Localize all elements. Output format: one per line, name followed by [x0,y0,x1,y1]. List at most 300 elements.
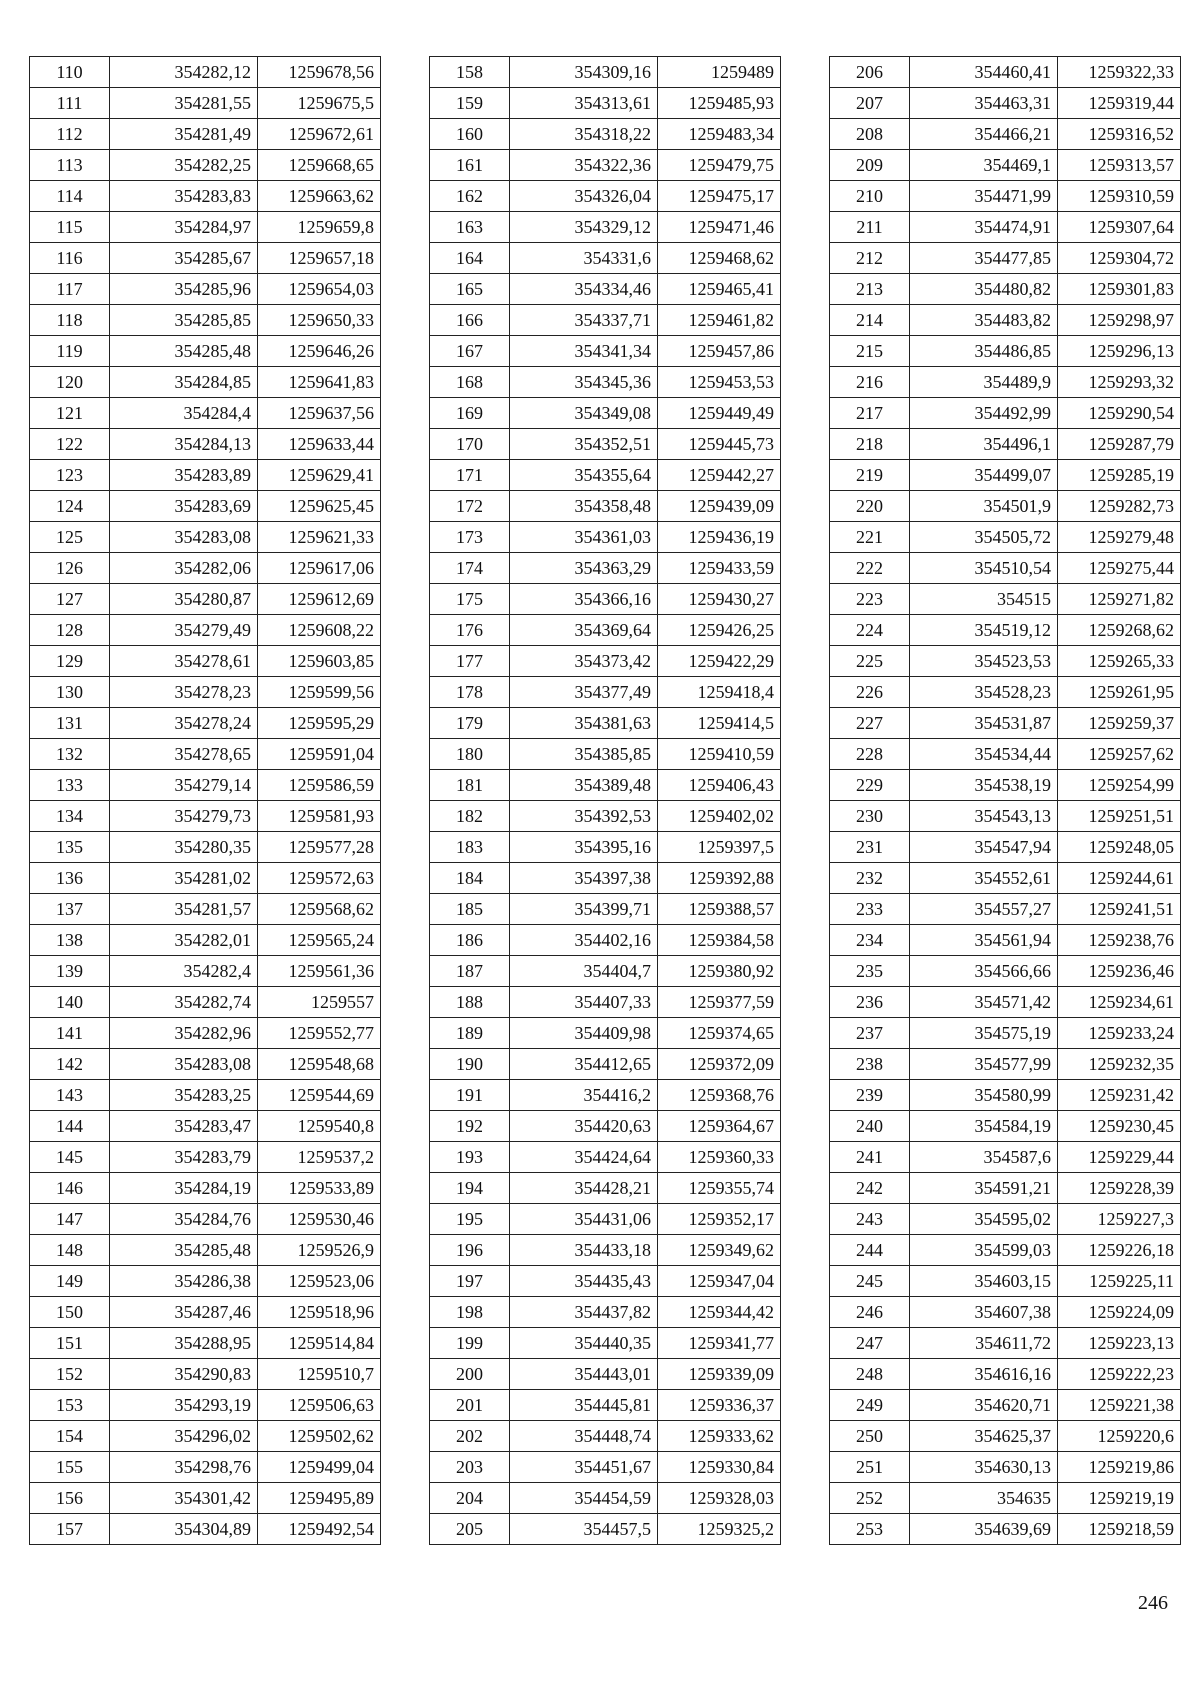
y-coordinate-cell: 1259410,59 [658,739,781,770]
x-coordinate-cell: 354279,49 [110,615,258,646]
table-row [830,708,1181,739]
table-row [30,708,381,739]
y-coordinate-cell: 1259468,62 [658,243,781,274]
point-number-cell: 223 [830,584,910,615]
point-number-cell: 152 [30,1359,110,1390]
y-coordinate-cell: 1259319,44 [1058,88,1181,119]
y-coordinate-cell: 1259349,62 [658,1235,781,1266]
x-coordinate-cell: 354496,1 [910,429,1058,460]
x-coordinate-cell: 354577,99 [910,1049,1058,1080]
x-coordinate-cell: 354531,87 [910,708,1058,739]
table-row [830,491,1181,522]
point-number-cell: 172 [430,491,510,522]
point-number-cell: 237 [830,1018,910,1049]
table-row [430,1390,781,1421]
point-number-cell: 115 [30,212,110,243]
table-row [430,1328,781,1359]
y-coordinate-cell: 1259675,5 [258,88,381,119]
x-coordinate-cell: 354469,1 [910,150,1058,181]
table-row [430,1266,781,1297]
y-coordinate-cell: 1259414,5 [658,708,781,739]
table-row [830,894,1181,925]
point-number-cell: 185 [430,894,510,925]
table-row [830,1266,1181,1297]
x-coordinate-cell: 354445,81 [510,1390,658,1421]
point-number-cell: 140 [30,987,110,1018]
x-coordinate-cell: 354279,73 [110,801,258,832]
table-row [30,1235,381,1266]
x-coordinate-cell: 354443,01 [510,1359,658,1390]
x-coordinate-cell: 354466,21 [910,119,1058,150]
table-row [30,57,381,88]
y-coordinate-cell: 1259495,89 [258,1483,381,1514]
y-coordinate-cell: 1259244,61 [1058,863,1181,894]
y-coordinate-cell: 1259599,56 [258,677,381,708]
point-number-cell: 163 [430,212,510,243]
x-coordinate-cell: 354437,82 [510,1297,658,1328]
y-coordinate-cell: 1259457,86 [658,336,781,367]
point-number-cell: 189 [430,1018,510,1049]
y-coordinate-cell: 1259230,45 [1058,1111,1181,1142]
point-number-cell: 217 [830,398,910,429]
table-row [430,88,781,119]
table-row [830,1018,1181,1049]
y-coordinate-cell: 1259577,28 [258,832,381,863]
x-coordinate-cell: 354471,99 [910,181,1058,212]
table-row [430,367,781,398]
point-number-cell: 187 [430,956,510,987]
table-row [430,1359,781,1390]
y-coordinate-cell: 1259422,29 [658,646,781,677]
y-coordinate-cell: 1259234,61 [1058,987,1181,1018]
table-row [830,1049,1181,1080]
point-number-cell: 183 [430,832,510,863]
point-number-cell: 249 [830,1390,910,1421]
x-coordinate-cell: 354296,02 [110,1421,258,1452]
point-number-cell: 158 [430,57,510,88]
y-coordinate-cell: 1259668,65 [258,150,381,181]
point-number-cell: 134 [30,801,110,832]
y-coordinate-cell: 1259344,42 [658,1297,781,1328]
x-coordinate-cell: 354284,97 [110,212,258,243]
y-coordinate-cell: 1259518,96 [258,1297,381,1328]
x-coordinate-cell: 354304,89 [110,1514,258,1545]
y-coordinate-cell: 1259377,59 [658,987,781,1018]
x-coordinate-cell: 354293,19 [110,1390,258,1421]
x-coordinate-cell: 354285,48 [110,336,258,367]
y-coordinate-cell: 1259238,76 [1058,925,1181,956]
y-coordinate-cell: 1259530,46 [258,1204,381,1235]
y-coordinate-cell: 1259293,32 [1058,367,1181,398]
x-coordinate-cell: 354285,85 [110,305,258,336]
point-number-cell: 222 [830,553,910,584]
table-row [430,1452,781,1483]
point-number-cell: 168 [430,367,510,398]
point-number-cell: 228 [830,739,910,770]
y-coordinate-cell: 1259544,69 [258,1080,381,1111]
point-number-cell: 242 [830,1173,910,1204]
table-row [30,1111,381,1142]
y-coordinate-cell: 1259254,99 [1058,770,1181,801]
x-coordinate-cell: 354284,19 [110,1173,258,1204]
table-row [830,739,1181,770]
table-row [30,274,381,305]
table-row [830,1142,1181,1173]
x-coordinate-cell: 354284,4 [110,398,258,429]
point-number-cell: 221 [830,522,910,553]
x-coordinate-cell: 354566,66 [910,956,1058,987]
x-coordinate-cell: 354505,72 [910,522,1058,553]
point-number-cell: 180 [430,739,510,770]
point-number-cell: 127 [30,584,110,615]
y-coordinate-cell: 1259514,84 [258,1328,381,1359]
point-number-cell: 199 [430,1328,510,1359]
point-number-cell: 138 [30,925,110,956]
y-coordinate-cell: 1259257,62 [1058,739,1181,770]
point-number-cell: 245 [830,1266,910,1297]
y-coordinate-cell: 1259617,06 [258,553,381,584]
table-row [30,832,381,863]
table-row [30,894,381,925]
x-coordinate-cell: 354278,65 [110,739,258,770]
point-number-cell: 220 [830,491,910,522]
table-row [30,367,381,398]
y-coordinate-cell: 1259271,82 [1058,584,1181,615]
x-coordinate-cell: 354283,47 [110,1111,258,1142]
point-number-cell: 177 [430,646,510,677]
table-row [830,1452,1181,1483]
y-coordinate-cell: 1259233,24 [1058,1018,1181,1049]
x-coordinate-cell: 354630,13 [910,1452,1058,1483]
x-coordinate-cell: 354603,15 [910,1266,1058,1297]
point-number-cell: 206 [830,57,910,88]
table-row [430,305,781,336]
x-coordinate-cell: 354282,25 [110,150,258,181]
page-number: 246 [1138,1592,1168,1614]
x-coordinate-cell: 354331,6 [510,243,658,274]
x-coordinate-cell: 354361,03 [510,522,658,553]
y-coordinate-cell: 1259290,54 [1058,398,1181,429]
x-coordinate-cell: 354412,65 [510,1049,658,1080]
y-coordinate-cell: 1259475,17 [658,181,781,212]
x-coordinate-cell: 354440,35 [510,1328,658,1359]
table-row [30,739,381,770]
table-row [830,925,1181,956]
table-row [430,1018,781,1049]
point-number-cell: 122 [30,429,110,460]
y-coordinate-cell: 1259231,42 [1058,1080,1181,1111]
point-number-cell: 251 [830,1452,910,1483]
point-number-cell: 210 [830,181,910,212]
point-number-cell: 226 [830,677,910,708]
y-coordinate-cell: 1259223,13 [1058,1328,1181,1359]
x-coordinate-cell: 354355,64 [510,460,658,491]
x-coordinate-cell: 354358,48 [510,491,658,522]
y-coordinate-cell: 1259336,37 [658,1390,781,1421]
point-number-cell: 232 [830,863,910,894]
point-number-cell: 157 [30,1514,110,1545]
point-number-cell: 197 [430,1266,510,1297]
y-coordinate-cell: 1259430,27 [658,584,781,615]
x-coordinate-cell: 354404,7 [510,956,658,987]
y-coordinate-cell: 1259418,4 [658,677,781,708]
y-coordinate-cell: 1259637,56 [258,398,381,429]
table-row [830,553,1181,584]
y-coordinate-cell: 1259445,73 [658,429,781,460]
point-number-cell: 137 [30,894,110,925]
x-coordinate-cell: 354575,19 [910,1018,1058,1049]
table-row [30,925,381,956]
y-coordinate-cell: 1259625,45 [258,491,381,522]
table-row [830,987,1181,1018]
table-row [830,1173,1181,1204]
x-coordinate-cell: 354285,48 [110,1235,258,1266]
table-row [430,1421,781,1452]
table-row [830,1514,1181,1545]
point-number-cell: 178 [430,677,510,708]
table-row [830,1297,1181,1328]
point-number-cell: 130 [30,677,110,708]
table-row [830,57,1181,88]
table-row [30,336,381,367]
point-number-cell: 148 [30,1235,110,1266]
point-number-cell: 114 [30,181,110,212]
table-row [30,119,381,150]
point-number-cell: 238 [830,1049,910,1080]
point-number-cell: 132 [30,739,110,770]
y-coordinate-cell: 1259465,41 [658,274,781,305]
x-coordinate-cell: 354280,35 [110,832,258,863]
table-row [30,677,381,708]
y-coordinate-cell: 1259586,59 [258,770,381,801]
x-coordinate-cell: 354428,21 [510,1173,658,1204]
table-row [430,1235,781,1266]
y-coordinate-cell: 1259301,83 [1058,274,1181,305]
y-coordinate-cell: 1259339,09 [658,1359,781,1390]
x-coordinate-cell: 354282,12 [110,57,258,88]
x-coordinate-cell: 354281,55 [110,88,258,119]
x-coordinate-cell: 354620,71 [910,1390,1058,1421]
point-number-cell: 171 [430,460,510,491]
x-coordinate-cell: 354282,4 [110,956,258,987]
table-row [830,770,1181,801]
x-coordinate-cell: 354326,04 [510,181,658,212]
y-coordinate-cell: 1259659,8 [258,212,381,243]
table-row [430,57,781,88]
x-coordinate-cell: 354477,85 [910,243,1058,274]
y-coordinate-cell: 1259229,44 [1058,1142,1181,1173]
point-number-cell: 190 [430,1049,510,1080]
table-row [430,987,781,1018]
y-coordinate-cell: 1259226,18 [1058,1235,1181,1266]
point-number-cell: 240 [830,1111,910,1142]
y-coordinate-cell: 1259540,8 [258,1111,381,1142]
table-row [30,1266,381,1297]
y-coordinate-cell: 1259282,73 [1058,491,1181,522]
y-coordinate-cell: 1259227,3 [1058,1204,1181,1235]
y-coordinate-cell: 1259439,09 [658,491,781,522]
x-coordinate-cell: 354591,21 [910,1173,1058,1204]
point-number-cell: 219 [830,460,910,491]
point-number-cell: 191 [430,1080,510,1111]
x-coordinate-cell: 354409,98 [510,1018,658,1049]
y-coordinate-cell: 1259298,97 [1058,305,1181,336]
x-coordinate-cell: 354561,94 [910,925,1058,956]
point-number-cell: 196 [430,1235,510,1266]
y-coordinate-cell: 1259222,23 [1058,1359,1181,1390]
table-row [430,429,781,460]
point-number-cell: 244 [830,1235,910,1266]
table-row [430,832,781,863]
x-coordinate-cell: 354281,02 [110,863,258,894]
x-coordinate-cell: 354334,46 [510,274,658,305]
y-coordinate-cell: 1259436,19 [658,522,781,553]
x-coordinate-cell: 354635 [910,1483,1058,1514]
y-coordinate-cell: 1259489 [658,57,781,88]
table-row [30,88,381,119]
table-row [830,212,1181,243]
y-coordinate-cell: 1259485,93 [658,88,781,119]
table-row [430,584,781,615]
x-coordinate-cell: 354519,12 [910,615,1058,646]
table-row [830,677,1181,708]
point-number-cell: 136 [30,863,110,894]
x-coordinate-cell: 354337,71 [510,305,658,336]
point-number-cell: 188 [430,987,510,1018]
x-coordinate-cell: 354301,42 [110,1483,258,1514]
point-number-cell: 120 [30,367,110,398]
x-coordinate-cell: 354329,12 [510,212,658,243]
y-coordinate-cell: 1259236,46 [1058,956,1181,987]
y-coordinate-cell: 1259572,63 [258,863,381,894]
point-number-cell: 125 [30,522,110,553]
x-coordinate-cell: 354538,19 [910,770,1058,801]
point-number-cell: 110 [30,57,110,88]
x-coordinate-cell: 354392,53 [510,801,658,832]
point-number-cell: 111 [30,88,110,119]
y-coordinate-cell: 1259352,17 [658,1204,781,1235]
point-number-cell: 205 [430,1514,510,1545]
x-coordinate-cell: 354480,82 [910,274,1058,305]
table-row [430,1142,781,1173]
x-coordinate-cell: 354366,16 [510,584,658,615]
table-row [430,150,781,181]
table-row [30,1204,381,1235]
table-row [430,646,781,677]
point-number-cell: 154 [30,1421,110,1452]
x-coordinate-cell: 354281,49 [110,119,258,150]
point-number-cell: 128 [30,615,110,646]
x-coordinate-cell: 354397,38 [510,863,658,894]
table-row [830,367,1181,398]
x-coordinate-cell: 354352,51 [510,429,658,460]
x-coordinate-cell: 354460,41 [910,57,1058,88]
table-row [30,1390,381,1421]
point-number-cell: 170 [430,429,510,460]
point-number-cell: 144 [30,1111,110,1142]
table-row [30,398,381,429]
y-coordinate-cell: 1259641,83 [258,367,381,398]
x-coordinate-cell: 354395,16 [510,832,658,863]
point-number-cell: 151 [30,1328,110,1359]
table-row [830,1235,1181,1266]
x-coordinate-cell: 354278,61 [110,646,258,677]
x-coordinate-cell: 354284,13 [110,429,258,460]
table-row [430,615,781,646]
y-coordinate-cell: 1259225,11 [1058,1266,1181,1297]
table-row [830,646,1181,677]
point-number-cell: 200 [430,1359,510,1390]
y-coordinate-cell: 1259218,59 [1058,1514,1181,1545]
x-coordinate-cell: 354433,18 [510,1235,658,1266]
x-coordinate-cell: 354281,57 [110,894,258,925]
table-row [830,1111,1181,1142]
point-number-cell: 195 [430,1204,510,1235]
x-coordinate-cell: 354284,76 [110,1204,258,1235]
x-coordinate-cell: 354309,16 [510,57,658,88]
table-row [430,739,781,770]
point-number-cell: 214 [830,305,910,336]
table-row [30,1049,381,1080]
point-number-cell: 218 [830,429,910,460]
table-row [30,212,381,243]
y-coordinate-cell: 1259341,77 [658,1328,781,1359]
y-coordinate-cell: 1259224,09 [1058,1297,1181,1328]
point-number-cell: 184 [430,863,510,894]
y-coordinate-cell: 1259355,74 [658,1173,781,1204]
table-row [430,1514,781,1545]
table-row [830,305,1181,336]
point-number-cell: 179 [430,708,510,739]
x-coordinate-cell: 354424,64 [510,1142,658,1173]
y-coordinate-cell: 1259313,57 [1058,150,1181,181]
table-row [430,801,781,832]
point-number-cell: 167 [430,336,510,367]
point-number-cell: 230 [830,801,910,832]
y-coordinate-cell: 1259402,02 [658,801,781,832]
table-row [30,150,381,181]
x-coordinate-cell: 354369,64 [510,615,658,646]
x-coordinate-cell: 354571,42 [910,987,1058,1018]
point-number-cell: 182 [430,801,510,832]
y-coordinate-cell: 1259307,64 [1058,212,1181,243]
y-coordinate-cell: 1259328,03 [658,1483,781,1514]
table-row [430,212,781,243]
point-number-cell: 150 [30,1297,110,1328]
point-number-cell: 215 [830,336,910,367]
y-coordinate-cell: 1259392,88 [658,863,781,894]
point-number-cell: 174 [430,553,510,584]
x-coordinate-cell: 354283,89 [110,460,258,491]
point-number-cell: 165 [430,274,510,305]
y-coordinate-cell: 1259442,27 [658,460,781,491]
point-number-cell: 207 [830,88,910,119]
point-number-cell: 145 [30,1142,110,1173]
y-coordinate-cell: 1259433,59 [658,553,781,584]
table-row [30,1018,381,1049]
table-row [830,584,1181,615]
table-row [830,119,1181,150]
point-number-cell: 119 [30,336,110,367]
y-coordinate-cell: 1259241,51 [1058,894,1181,925]
y-coordinate-cell: 1259304,72 [1058,243,1181,274]
table-row [430,460,781,491]
y-coordinate-cell: 1259268,62 [1058,615,1181,646]
x-coordinate-cell: 354283,83 [110,181,258,212]
table-row [830,429,1181,460]
table-row [30,863,381,894]
table-row [30,1359,381,1390]
